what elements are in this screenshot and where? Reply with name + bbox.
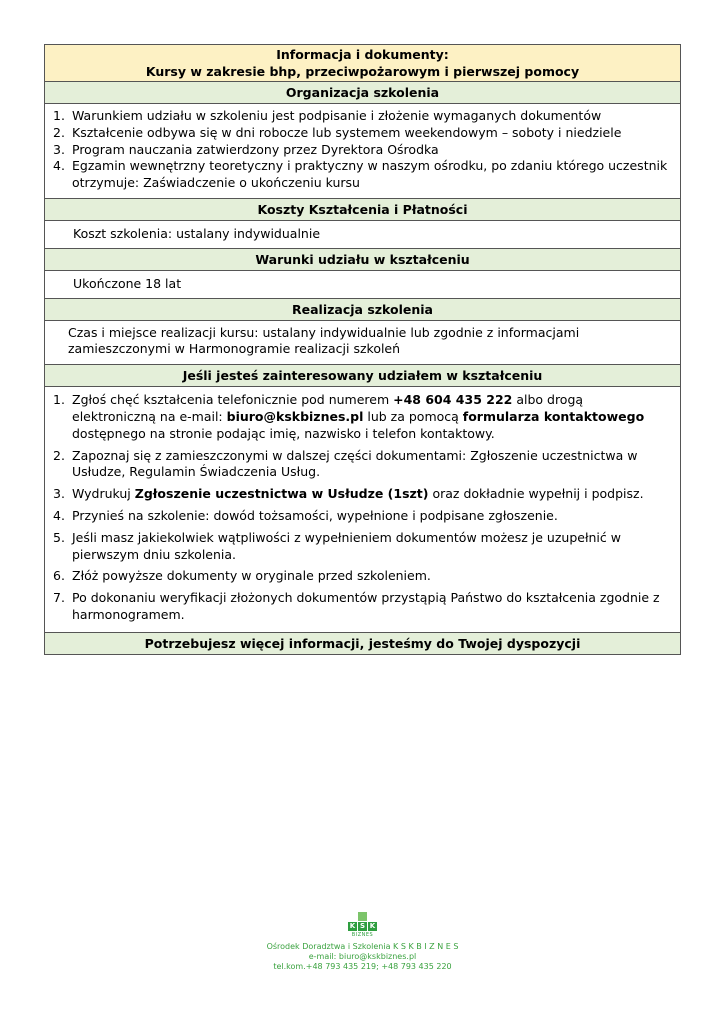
list-item: 6. Złóż powyższe dokumenty w oryginale przed szkoleniem.	[53, 568, 431, 584]
closing-banner: Potrzebujesz więcej informacji, jesteśmy do Twojej dyspozycji	[45, 632, 680, 654]
section-header-koszty: Koszty Kształcenia i Płatności	[45, 198, 680, 220]
section-body-organizacja	[45, 103, 680, 198]
section-header-realizacja: Realizacja szkolenia	[45, 298, 680, 320]
contact-form-reference: formularza kontaktowego	[462, 408, 645, 424]
title-line-2: Kursy w zakresie bhp, przeciwpożarowym i pierwszej pomocy	[145, 64, 580, 79]
list-item: 3. Program nauczania zatwierdzony przez Dyrektora Ośrodka	[53, 141, 439, 157]
phone-number: +48 604 435 222	[393, 392, 513, 408]
email-address: biuro@kskbiznes.pl	[226, 408, 364, 424]
footer-company: Ośrodek Doradztwa i Szkolenia K S K B I Z N E S	[266, 942, 459, 951]
section-header-organizacja: Organizacja szkolenia	[45, 81, 680, 103]
section-header-zainteresowany: Jeśli jesteś zainteresowany udziałem w kształceniu	[45, 364, 680, 386]
footer-phone: tel.kom.+48 793 435 219; +48 793 435 220	[273, 962, 452, 971]
list-item: 5. Jeśli masz jakiekolwiek wątpliwości z wypełnieniem dokumentów możesz je uzupełnić w pierwszym dniu szkolenia.	[53, 529, 621, 562]
list-item: 7. Po dokonaniu weryfikacji złożonych dokumentów przystąpią Państwo do kształcenia zgodnie z harmonogramem.	[53, 590, 660, 622]
footer	[0, 906, 725, 972]
koszty-text: Koszt szkolenia: ustalany indywidualnie	[45, 220, 680, 248]
ksk-logo: K S K BIZNES	[348, 912, 377, 938]
list-item: 2. Kształcenie odbywa się w dni robocze lub systemem weekendowym – soboty i niedziele	[53, 124, 622, 140]
realizacja-text: Czas i miejsce realizacji kursu: ustalany indywidualnie lub zgodnie z informacjami zamieszczonymi w Harmonogramie realizacji szkoleń	[45, 320, 680, 365]
list-item: 1. Warunkiem udziału w szkoleniu jest podpisanie i złożenie wymaganych dokumentów	[53, 108, 602, 123]
footer-email: e-mail: biuro@kskbiznes.pl	[308, 952, 417, 961]
title-line-1: Informacja i dokumenty:	[276, 47, 449, 62]
list-item: 2. Zapoznaj się z zamieszczonymi w dalszej części dokumentami: Zgłoszenie uczestnictwa w Usłudze, Regulamin Świadczenia Usług.	[53, 447, 638, 480]
list-item: 4. Egzamin wewnętrzny teoretyczny i praktyczny w naszym ośrodku, po zdaniu którego uczestnik otrzymuje: Zaświadczenie o ukończeniu kursu	[53, 158, 668, 191]
section-body-zainteresowany	[45, 386, 680, 632]
warunki-text: Ukończone 18 lat	[45, 270, 680, 298]
info-table	[44, 44, 681, 655]
list-item: 3. Wydrukuj Zgłoszenie uczestnictwa w Usłudze (1szt) oraz dokładnie wypełnij i podpisz.	[53, 486, 644, 502]
list-item: 1. Zgłoś chęć kształcenia telefonicznie pod numerem +48 604 435 222 albo drogą elektroniczną na e-mail: biuro@kskbiznes.pl lub za pomocą formularza kontaktowego dostępnego na stronie podając imię, nazwisko i telefon kontaktowy.	[53, 392, 645, 441]
document-title	[45, 45, 680, 81]
section-header-warunki: Warunki udziału w kształceniu	[45, 248, 680, 270]
list-item: 4. Przynieś na szkolenie: dowód tożsamości, wypełnione i podpisane zgłoszenie.	[53, 507, 558, 523]
